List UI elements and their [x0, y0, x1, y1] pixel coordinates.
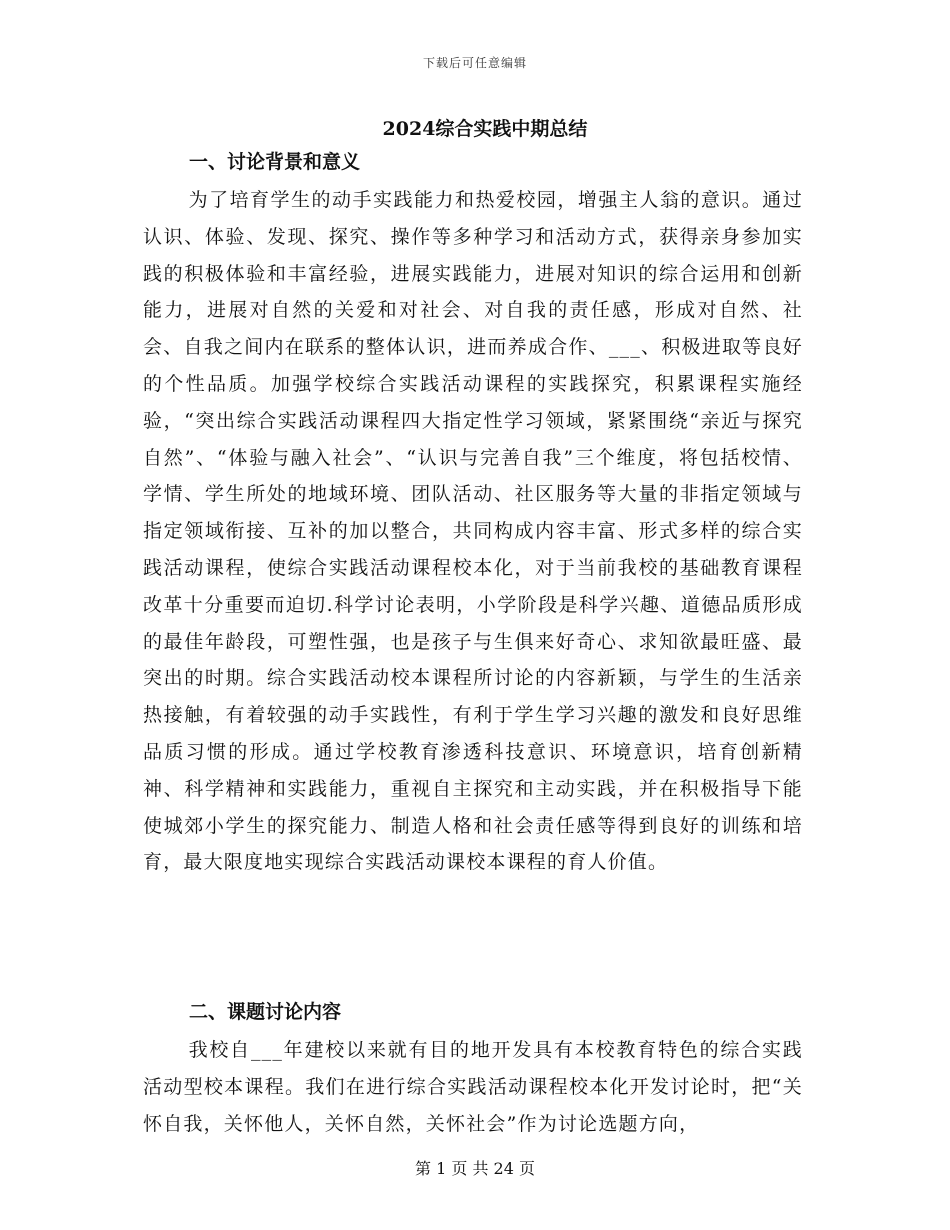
section-heading-research-content: 二、课题讨论内容: [189, 1001, 342, 1023]
section-paragraph-research-content: 我校自___年建校以来就有目的地开发具有本校教育特色的综合实践活动型校本课程。我们在进行综合实践活动课程校本化开发讨论时，把“关怀自我，关怀他人，关怀自然，关怀社会”作为讨论选题方向，: [143, 1039, 803, 1135]
section-paragraph-background: 为了培育学生的动手实践能力和热爱校园，增强主人翁的意识。通过认识、体验、发现、探究、操作等多种学习和活动方式，获得亲身参加实践的积极体验和丰富经验，进展实践能力，进展对知识的综合运用和创新能力，进展对自然的关爱和对社会、对自我的责任感，形成对自然、社会、自我之间内在联系的整体认识，进而养成合作、___、积极进取等良好的个性品质。加强学校综合实践活动课程的实践探究，积累课程实施经验，“突出综合实践活动课程四大指定性学习领域，紧紧围绕“亲近与探究自然”、“体验与融入社会”、“认识与完善自我”三个维度，将包括校情、学情、学生所处的地域环境、团队活动、社区服务等大量的非指定领域与指定领域衔接、互补的加以整合，共同构成内容丰富、形式多样的综合实践活动课程，使综合实践活动课程校本化，对于当前我校的基础教育课程改革十分重要而迫切.科学讨论表明，小学阶段是科学兴趣、道德品质形成的最佳年龄段，可塑性强，也是孩子与生俱来好奇心、求知欲最旺盛、最突出的时期。综合实践活动校本课程所讨论的内容新颖，与学生的生活亲热接触，有着较强的动手实践性，有利于学生学习兴趣的激发和良好思维品质习惯的形成。通过学校教育渗透科技意识、环境意识，培育创新精神、科学精神和实践能力，重视自主探究和主动实践，并在积极指导下能使城郊小学生的探究能力、制造人格和社会责任感等得到良好的训练和培育，最大限度地实现综合实践活动课校本课程的育人价值。: [143, 189, 803, 874]
document-body: [143, 142, 803, 1142]
page-number: 第 1 页 共 24 页: [415, 1159, 535, 1178]
section-heading-background: 一、讨论背景和意义: [189, 151, 361, 173]
header-note: 下载后可任意编辑: [422, 56, 527, 70]
document-title: 2024综合实践中期总结: [382, 118, 588, 140]
